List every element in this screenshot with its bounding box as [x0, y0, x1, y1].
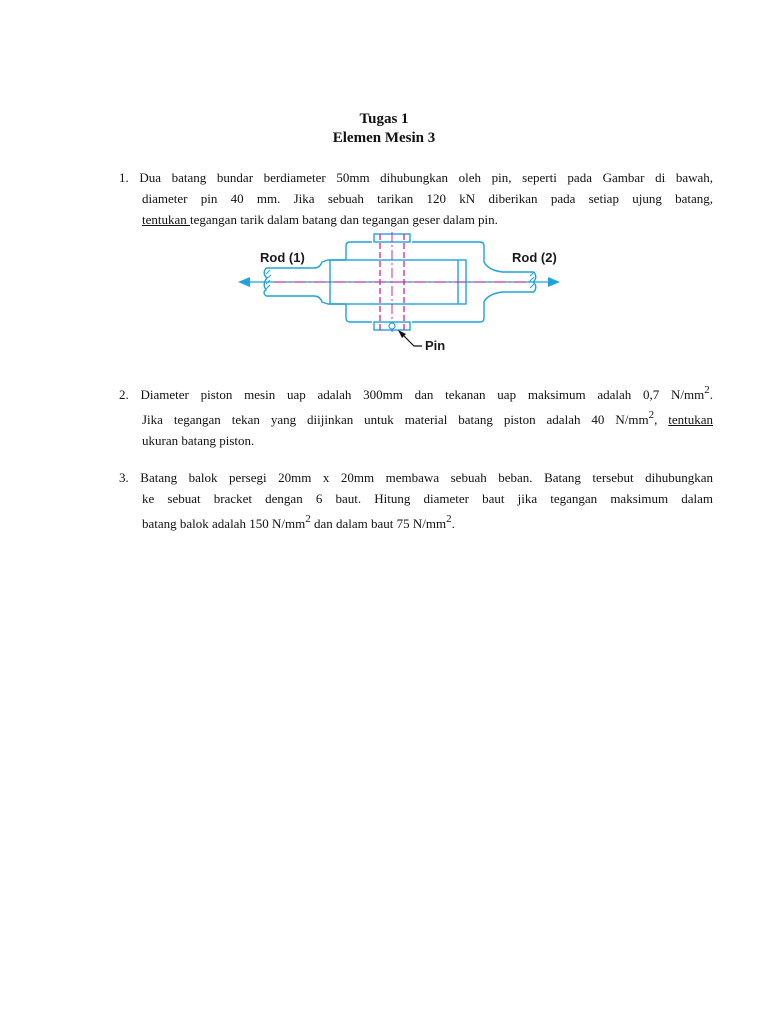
- tentukan-underlined-2: tentukan: [668, 412, 714, 427]
- question-2-line-1-sup: 2: [704, 384, 710, 396]
- question-2-line-1-end: .: [709, 387, 713, 402]
- rod-1-label: Rod (1): [260, 250, 305, 265]
- document-subtitle: Elemen Mesin 3: [332, 130, 436, 146]
- question-1-line-2: diameter pin 40 mm. Jika sebuah tarikan 120 kN diberikan pada setiap ujung batang,: [142, 191, 713, 206]
- question-3-line-3-sup-2: 2: [446, 513, 452, 525]
- question-1-line-3-rest: tegangan tarik dalam batang dan tegangan geser dalam pin.: [190, 212, 498, 227]
- question-2-line-1-text: 2. Diameter piston mesin uap adalah 300mm dan tekanan uap maksimum adalah 0,7 N/mm: [119, 387, 705, 402]
- question-3-line-2: ke sebuat bracket dengan 6 baut. Hitung diameter baut jika tegangan maksimum dalam: [142, 491, 713, 506]
- right-arrowhead: [548, 277, 560, 287]
- question-1-line-1: 1. Dua batang bundar berdiameter 50mm dihubungkan oleh pin, seperti pada Gambar di bawah,: [119, 170, 713, 185]
- title-block: [0, 110, 768, 148]
- pin-label: Pin: [425, 338, 446, 353]
- question-1: [119, 167, 713, 230]
- rod-2-label: Rod (2): [512, 250, 557, 265]
- question-3-line-3-end: .: [451, 516, 455, 531]
- question-2: [119, 384, 713, 451]
- question-3-line-3-sup-1: 2: [305, 513, 311, 525]
- rod-1-hatch: [266, 270, 271, 289]
- question-3-line-1: 3. Batang balok persegi 20mm x 20mm membawa sebuah beban. Batang tersebut dihubungkan: [119, 470, 713, 485]
- question-3: [119, 467, 713, 534]
- question-2-line-2-sup: 2: [648, 409, 655, 421]
- pin-leader: [402, 334, 422, 346]
- question-2-line-1: [119, 384, 713, 405]
- left-arrowhead: [238, 277, 250, 287]
- question-3-line-3-mid: dan dalam baut 75 N/mm: [310, 516, 447, 531]
- pin-joint-figure: [234, 232, 566, 356]
- question-2-line-2-text: Jika tegangan tekan yang diijinkan untuk material batang piston adalah 40 N/mm: [142, 412, 649, 427]
- question-2-line-2: [119, 409, 713, 430]
- question-2-line-2-comma: ,: [654, 412, 669, 427]
- question-1-line-3: [119, 209, 713, 230]
- question-2-line-3: ukuran batang piston.: [142, 433, 255, 448]
- pin-hole: [389, 323, 395, 329]
- question-3-line-3-text: batang balok adalah 150 N/mm: [142, 516, 306, 531]
- question-3-line-3: [119, 513, 713, 534]
- rod-2-hatch: [529, 272, 534, 288]
- document-title: Tugas 1: [359, 111, 409, 127]
- tentukan-underlined: tentukan: [142, 212, 191, 227]
